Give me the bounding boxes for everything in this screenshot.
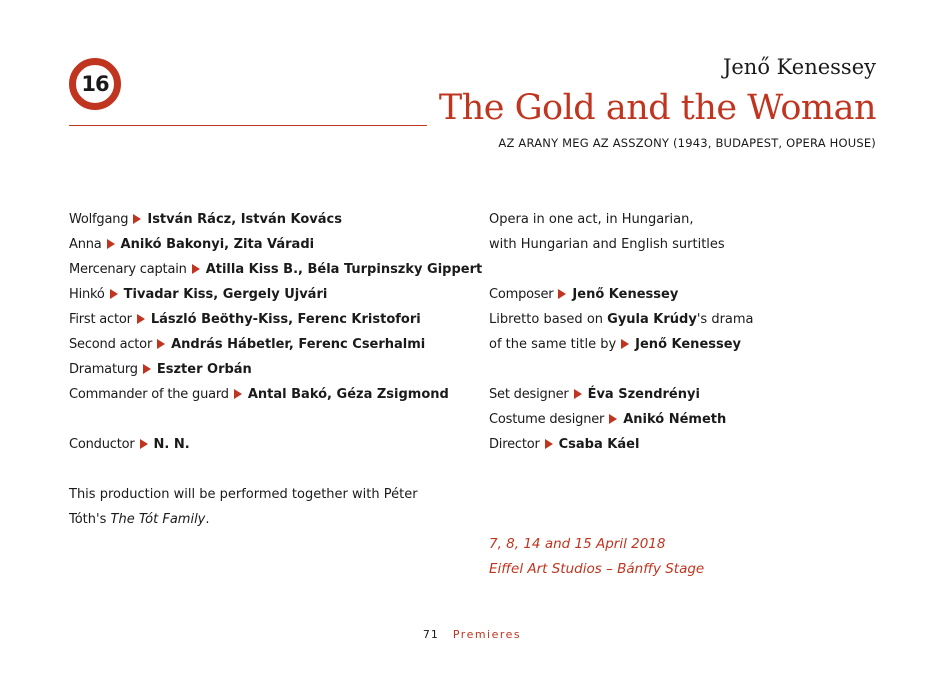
role-label: Set designer bbox=[489, 387, 569, 402]
conductor-line bbox=[69, 432, 482, 457]
production-number: 16 bbox=[81, 72, 109, 96]
role-label: Director bbox=[489, 437, 540, 452]
performance-dates: 7, 8, 14 and 15 April 2018 bbox=[489, 536, 666, 552]
libretto-line bbox=[489, 307, 754, 332]
composer-name: Jenő Kenessey bbox=[572, 287, 679, 302]
role-label: Conductor bbox=[69, 437, 135, 452]
cast-line bbox=[69, 332, 482, 357]
performer-names: István Rácz, István Kovács bbox=[147, 212, 342, 227]
note-text: This production will be performed together with Péter bbox=[69, 487, 418, 502]
triangle-bullet-icon bbox=[157, 339, 165, 349]
role-label: Dramaturg bbox=[69, 362, 138, 377]
triangle-bullet-icon bbox=[137, 314, 145, 324]
section-name: Premieres bbox=[452, 628, 522, 641]
performance-venue: Eiffel Art Studios – Bánffy Stage bbox=[489, 561, 705, 577]
crew-name: Anikó Németh bbox=[623, 412, 727, 427]
triangle-bullet-icon bbox=[545, 439, 553, 449]
cast-line bbox=[69, 382, 482, 407]
librettist-name: Jenő Kenessey bbox=[635, 337, 742, 352]
cast-line bbox=[69, 282, 482, 307]
role-label: Second actor bbox=[69, 337, 153, 352]
role-label: Wolfgang bbox=[69, 212, 129, 227]
page-title: The Gold and the Woman bbox=[438, 88, 876, 128]
composer-heading: Jenő Kenessey bbox=[722, 55, 876, 79]
triangle-bullet-icon bbox=[107, 239, 115, 249]
info-line: with Hungarian and English surtitles bbox=[489, 237, 725, 252]
page-number: 71 bbox=[422, 628, 439, 641]
crew-line bbox=[489, 382, 754, 407]
triangle-bullet-icon bbox=[143, 364, 151, 374]
header-rule bbox=[69, 125, 427, 126]
triangle-bullet-icon bbox=[609, 414, 617, 424]
performer-names: Tivadar Kiss, Gergely Ujvári bbox=[123, 287, 328, 302]
triangle-bullet-icon bbox=[192, 264, 200, 274]
triangle-bullet-icon bbox=[110, 289, 118, 299]
note-work-title: The Tót Family bbox=[110, 512, 206, 527]
role-label: First actor bbox=[69, 312, 132, 327]
performer-names: Eszter Orbán bbox=[156, 362, 252, 377]
role-label: Mercenary captain bbox=[69, 262, 187, 277]
role-label: Composer bbox=[489, 287, 554, 302]
production-info-column bbox=[489, 207, 754, 457]
crew-line bbox=[489, 407, 754, 432]
triangle-bullet-icon bbox=[558, 289, 566, 299]
production-note bbox=[69, 482, 429, 532]
cast-line bbox=[69, 207, 482, 232]
libretto-text: Libretto based on bbox=[489, 312, 608, 327]
original-title-subtitle: AZ ARANY MEG AZ ASSZONY (1943, BUDAPEST, OPERA HOUSE) bbox=[498, 136, 876, 150]
cast-line bbox=[69, 232, 482, 257]
performer-names: András Hábetler, Ferenc Cserhalmi bbox=[171, 337, 426, 352]
libretto-text: of the same title by bbox=[489, 337, 617, 352]
crew-line bbox=[489, 432, 754, 457]
info-line: Opera in one act, in Hungarian, bbox=[489, 212, 694, 227]
performer-names: N. N. bbox=[153, 437, 190, 452]
page-footer bbox=[0, 628, 944, 641]
triangle-bullet-icon bbox=[133, 214, 141, 224]
libretto-line-2 bbox=[489, 332, 754, 357]
cast-column bbox=[69, 207, 482, 532]
librettist-source: Gyula Krúdy bbox=[607, 312, 697, 327]
triangle-bullet-icon bbox=[140, 439, 148, 449]
cast-line bbox=[69, 307, 482, 332]
libretto-text: 's drama bbox=[696, 312, 754, 327]
cast-line bbox=[69, 257, 482, 282]
triangle-bullet-icon bbox=[574, 389, 582, 399]
performer-names: Atilla Kiss B., Béla Turpinszky Gippert bbox=[205, 262, 483, 277]
role-label: Anna bbox=[69, 237, 102, 252]
role-label: Hinkó bbox=[69, 287, 105, 302]
triangle-bullet-icon bbox=[621, 339, 629, 349]
note-text-2: Tóth's bbox=[69, 512, 111, 527]
note-suffix: . bbox=[205, 512, 210, 527]
crew-name: Éva Szendrényi bbox=[587, 387, 700, 402]
cast-line bbox=[69, 357, 482, 382]
performance-dates-block bbox=[489, 532, 704, 582]
composer-line bbox=[489, 282, 754, 307]
role-label: Commander of the guard bbox=[69, 387, 229, 402]
performer-names: Anikó Bakonyi, Zita Váradi bbox=[120, 237, 315, 252]
performer-names: László Beöthy-Kiss, Ferenc Kristofori bbox=[150, 312, 421, 327]
triangle-bullet-icon bbox=[234, 389, 242, 399]
performer-names: Antal Bakó, Géza Zsigmond bbox=[247, 387, 449, 402]
crew-name: Csaba Káel bbox=[558, 437, 640, 452]
production-number-badge bbox=[69, 58, 121, 110]
role-label: Costume designer bbox=[489, 412, 605, 427]
